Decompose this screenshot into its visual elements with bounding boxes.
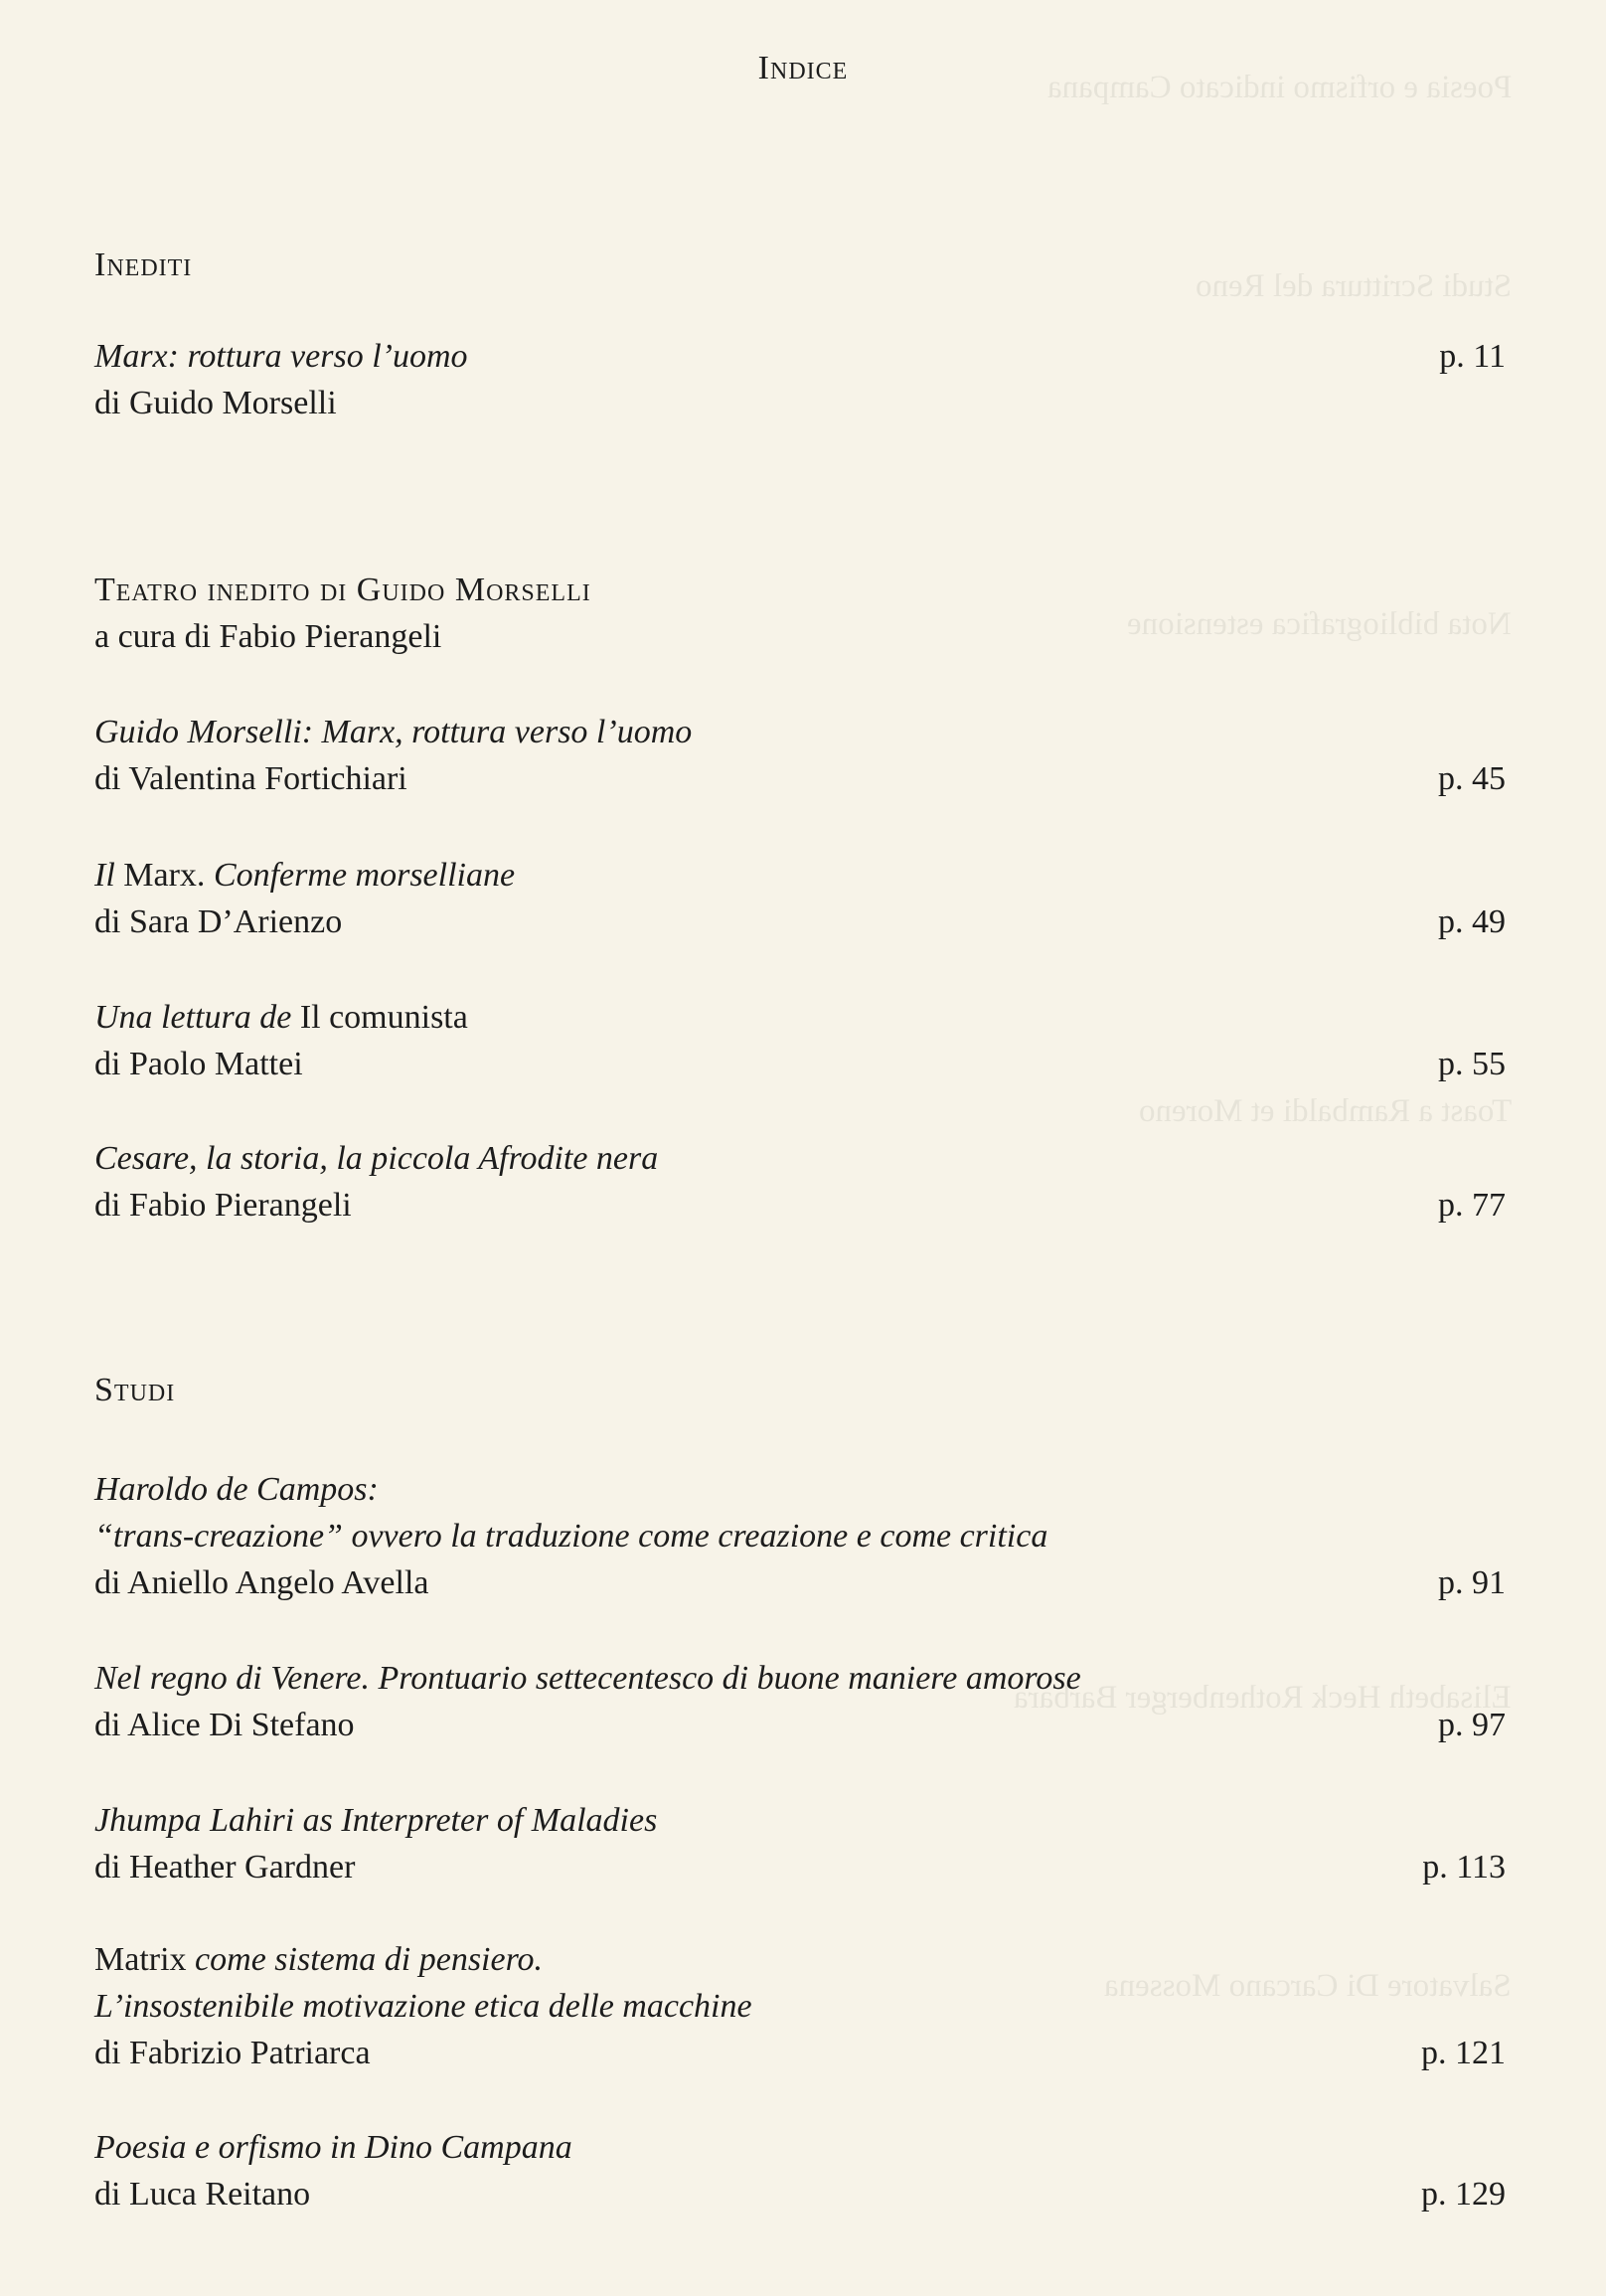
page-number: p. 11 <box>1439 338 1506 375</box>
page-number: p. 45 <box>1438 760 1506 797</box>
bleed-through-text: Elisabeth Heck Rothenberger Barbara <box>1014 1680 1512 1716</box>
entry-title-part: come sistema di pensiero. <box>195 1941 544 1978</box>
toc-entry <box>94 333 1506 426</box>
entry-author: di Valentina Fortichiari <box>94 760 407 797</box>
page-number: p. 121 <box>1421 2035 1506 2071</box>
section-title: Teatro inedito di Guido Morselli <box>94 572 591 608</box>
entry-title-part: Conferme morselliane <box>213 857 516 894</box>
entry-title: Cesare, la storia, la piccola Afrodite nera <box>94 1140 659 1177</box>
entry-title <box>94 994 1506 1041</box>
entry-title-line2: “trans-creazione” ovvero la traduzione come creazione e come critica <box>94 1518 1048 1555</box>
entry-title-part: Il <box>94 857 115 894</box>
section-curator: a cura di Fabio Pierangeli <box>94 618 442 655</box>
toc-entry <box>94 2124 1506 2217</box>
bleed-through-text: Poesia e orfismo indicato Campana <box>1046 70 1512 105</box>
entry-author: di Heather Gardner <box>94 1849 356 1886</box>
entry-title-part: Una lettura de <box>94 999 292 1036</box>
section-title-teatro <box>94 567 1506 660</box>
entry-title-work: Marx. <box>123 857 206 894</box>
entry-title-line2: L’insostenibile motivazione etica delle macchine <box>94 1988 752 2025</box>
entry-author: di Fabrizio Patriarca <box>94 2035 371 2071</box>
section-title-studi: Studi <box>94 1372 176 1408</box>
toc-entry <box>94 709 1506 802</box>
entry-author: di Aniello Angelo Avella <box>94 1564 429 1601</box>
toc-entry <box>94 1466 1506 1606</box>
toc-entry <box>94 994 1506 1087</box>
toc-entry <box>94 1797 1506 1890</box>
page-number: p. 77 <box>1438 1187 1506 1224</box>
page-number: p. 97 <box>1438 1707 1506 1743</box>
entry-author: di Luca Reitano <box>94 2176 311 2213</box>
toc-entry <box>94 1936 1506 2076</box>
bleed-through-text: Nota bibliografica estensione <box>1127 606 1512 642</box>
entry-title: Poesia e orfismo in Dino Campana <box>94 2129 572 2166</box>
entry-title: Nel regno di Venere. Prontuario settecentesco di buone maniere amorose <box>94 1660 1081 1697</box>
entry-title-work: Il comunista <box>299 999 468 1036</box>
entry-author: di Guido Morselli <box>94 385 337 421</box>
entry-title: Marx: rottura verso l’uomo <box>94 338 468 375</box>
toc-entry <box>94 852 1506 945</box>
bleed-through-text: Salvatore Di Carcano Mossena <box>1104 1968 1512 2004</box>
page-number: p. 55 <box>1438 1046 1506 1082</box>
bleed-through-text: Studi Scrittura del Reno <box>1195 268 1512 304</box>
entry-title: Haroldo de Campos: <box>94 1471 379 1508</box>
toc-entry <box>94 1135 1506 1229</box>
bleed-through-text: Toast a Rambaldi et Moreno <box>1138 1093 1512 1129</box>
page-number: p. 49 <box>1438 903 1506 940</box>
entry-title <box>94 1936 1506 1983</box>
entry-author: di Paolo Mattei <box>94 1046 303 1082</box>
entry-title-work: Matrix <box>94 1941 187 1978</box>
entry-title: Jhumpa Lahiri as Interpreter of Maladies <box>94 1802 658 1839</box>
entry-title <box>94 852 1506 899</box>
entry-author: di Fabio Pierangeli <box>94 1187 352 1224</box>
page-number: p. 91 <box>1438 1564 1506 1601</box>
index-heading: Indice <box>757 50 849 86</box>
entry-title: Guido Morselli: Marx, rottura verso l’uomo <box>94 714 693 750</box>
entry-author: di Sara D’Arienzo <box>94 903 343 940</box>
section-title-inediti: Inediti <box>94 246 193 283</box>
entry-author: di Alice Di Stefano <box>94 1707 355 1743</box>
page-number: p. 113 <box>1422 1849 1506 1886</box>
toc-entry <box>94 1655 1506 1748</box>
page-number: p. 129 <box>1421 2176 1506 2213</box>
